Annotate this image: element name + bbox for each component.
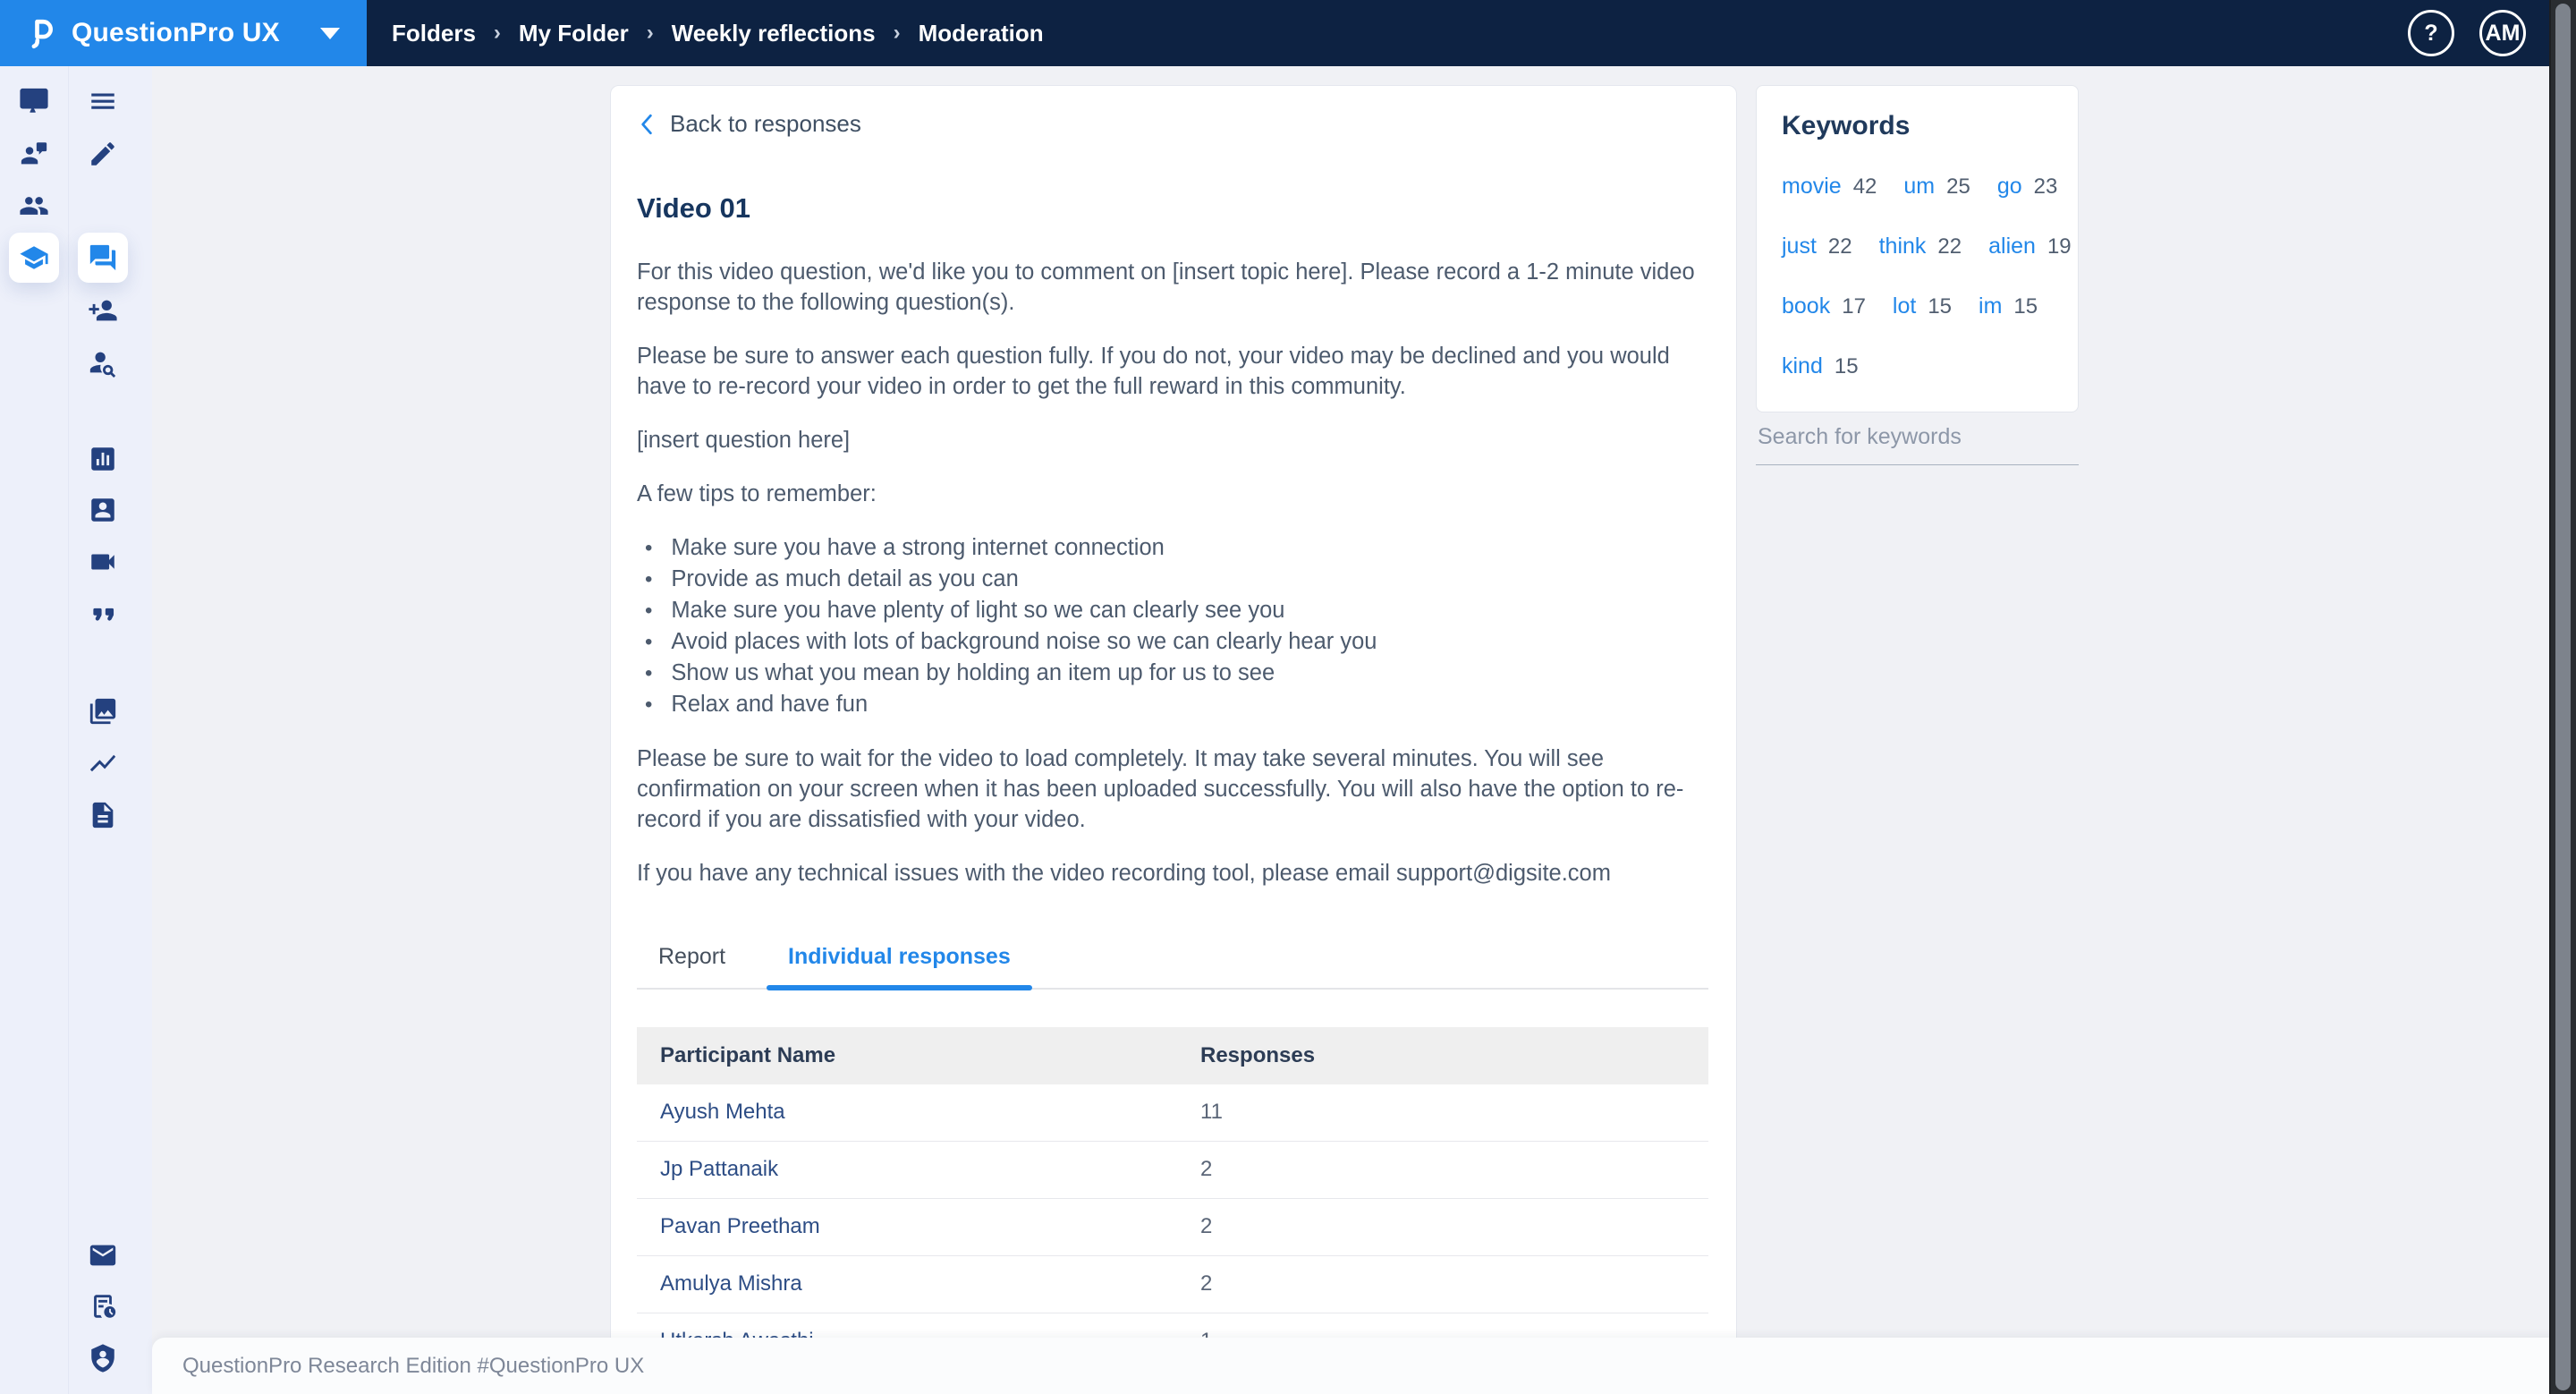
pencil-icon xyxy=(88,139,118,169)
sidebar-item-edit[interactable] xyxy=(78,129,128,179)
response-count: 11 xyxy=(1200,1100,1223,1124)
person-chat-icon xyxy=(19,139,49,169)
help-button[interactable] xyxy=(2408,10,2454,56)
mail-icon xyxy=(88,1240,118,1271)
table-row[interactable] xyxy=(637,1084,1708,1142)
person-add-icon xyxy=(88,295,118,326)
sidebar-item-videos[interactable] xyxy=(78,537,128,587)
bar-chart-icon xyxy=(88,444,118,474)
tip-item: • Relax and have fun xyxy=(637,689,1708,720)
sidebar-item-community[interactable] xyxy=(9,129,59,179)
tip-item: • Make sure you have plenty of light so we can clearly see you xyxy=(637,595,1708,626)
paragraph: For this video question, we'd like you to comment on [insert topic here]. Please record a 1-2 minute video response to the following question(s). xyxy=(637,259,1695,315)
sidebar-item-participants[interactable] xyxy=(9,181,59,231)
app-title: QuestionPro UX xyxy=(72,18,280,47)
task-clock-icon xyxy=(88,1291,118,1322)
hamburger-menu-icon xyxy=(88,86,118,116)
response-count: 2 xyxy=(1200,1271,1213,1296)
breadcrumb-folders[interactable]: Folders xyxy=(392,19,476,47)
participant-name[interactable]: Amulya Mishra xyxy=(660,1271,802,1296)
breadcrumb-separator: › xyxy=(493,21,501,45)
sidebar-item-discussions[interactable] xyxy=(78,233,128,283)
sidebar-item-find-participants[interactable] xyxy=(78,337,128,387)
tip-item: • Show us what you mean by holding an item up for us to see xyxy=(637,658,1708,689)
sidebar-item-reports[interactable] xyxy=(78,790,128,840)
back-to-responses-link[interactable] xyxy=(637,110,861,138)
sidebar-item-scheduled-tasks[interactable] xyxy=(78,1281,128,1331)
keyword-um[interactable]: um 25 xyxy=(1903,174,1970,199)
app-switcher[interactable] xyxy=(0,0,367,66)
tip-item: • Make sure you have a strong internet connection xyxy=(637,532,1708,564)
sidebar-item-menu[interactable] xyxy=(78,76,128,126)
keyword-just[interactable]: just 22 xyxy=(1782,234,1852,259)
tip-item: • Avoid places with lots of background noise so we can clearly hear you xyxy=(637,626,1708,658)
keyword-go[interactable]: go 23 xyxy=(1996,174,2058,199)
question-mark-icon: ? xyxy=(2424,20,2438,46)
paragraph: Please be sure to answer each question fully. If you do not, your video may be declined and you would have to re-record your video in order to get the full reward in this community. xyxy=(637,343,1670,399)
column-header-participant-name: Participant Name xyxy=(660,1042,836,1067)
footer-text: QuestionPro Research Edition #QuestionPro UX xyxy=(182,1353,645,1378)
questionpro-logo-icon xyxy=(25,15,57,51)
keywords-title: Keywords xyxy=(1782,111,1911,140)
people-icon xyxy=(19,191,49,221)
breadcrumb-separator: › xyxy=(893,21,901,45)
paragraph: [insert question here] xyxy=(637,427,851,453)
trend-line-icon xyxy=(88,748,118,778)
chevron-down-icon xyxy=(320,28,340,39)
quote-icon xyxy=(88,599,118,630)
paragraph: Please be sure to wait for the video to load completely. It may take several minutes. You will see confirmation on your screen when it has been uploaded successfully. You will also have the option to re-record if you are dissatisfied with your video. xyxy=(637,745,1684,832)
shield-person-icon xyxy=(88,1343,118,1373)
question-detail-card xyxy=(610,85,1737,1394)
tab-individual-responses[interactable]: Individual responses xyxy=(767,939,1032,988)
keyword-search-input[interactable] xyxy=(1756,417,2079,465)
keyword-alien[interactable]: alien 19 xyxy=(1988,234,2072,259)
table-row[interactable] xyxy=(637,1142,1708,1199)
breadcrumb-separator: › xyxy=(646,21,654,45)
image-gallery-icon xyxy=(88,696,118,727)
footer-bar xyxy=(152,1338,2576,1394)
breadcrumb-moderation[interactable]: Moderation xyxy=(918,19,1044,47)
scrollbar-thumb[interactable] xyxy=(2555,4,2571,1390)
keyword-think[interactable]: think 22 xyxy=(1878,234,1962,259)
keyword-search xyxy=(1756,417,2079,465)
sidebar-item-media-gallery[interactable] xyxy=(78,686,128,736)
sidebar-item-quotes[interactable] xyxy=(78,590,128,640)
question-description xyxy=(637,257,1708,888)
responses-table xyxy=(637,1027,1708,1371)
keyword-kind[interactable]: kind 15 xyxy=(1782,353,1859,378)
breadcrumb-my-folder[interactable]: My Folder xyxy=(518,19,629,47)
table-row[interactable] xyxy=(637,1256,1708,1313)
breadcrumb-weekly-reflections[interactable]: Weekly reflections xyxy=(671,19,876,47)
response-tabs xyxy=(637,939,1708,990)
sidebar-item-learning[interactable] xyxy=(9,233,59,283)
keywords-panel xyxy=(1756,85,2079,412)
chevron-left-icon xyxy=(637,113,657,136)
page-title: Video 01 xyxy=(637,191,750,224)
person-search-icon xyxy=(88,347,118,378)
avatar[interactable] xyxy=(2479,10,2526,56)
keyword-row xyxy=(1782,174,2058,200)
document-icon xyxy=(88,800,118,830)
participant-name[interactable]: Pavan Preetham xyxy=(660,1214,820,1238)
contact-card-icon xyxy=(88,495,118,525)
sidebar-item-analytics[interactable] xyxy=(78,434,128,484)
sidebar-item-profiles[interactable] xyxy=(78,485,128,535)
tip-item: • Provide as much detail as you can xyxy=(637,564,1708,595)
video-camera-icon xyxy=(88,547,118,577)
table-header-row xyxy=(637,1027,1708,1084)
left-sidebar xyxy=(0,66,152,1394)
page-scrollbar[interactable] xyxy=(2549,0,2576,1394)
back-link-label: Back to responses xyxy=(670,110,861,137)
sidebar-item-add-participant[interactable] xyxy=(78,285,128,336)
keyword-row xyxy=(1782,353,2053,379)
chat-icon xyxy=(88,242,118,273)
keyword-book[interactable]: book 17 xyxy=(1782,293,1866,319)
paragraph: A few tips to remember: xyxy=(637,480,877,506)
response-count: 2 xyxy=(1200,1157,1213,1181)
sidebar-item-trends[interactable] xyxy=(78,738,128,788)
keyword-lot[interactable]: lot 15 xyxy=(1892,293,1953,319)
participant-name[interactable]: Jp Pattanaik xyxy=(660,1157,779,1181)
tab-report[interactable]: Report xyxy=(658,943,726,969)
sidebar-item-admin[interactable] xyxy=(78,1333,128,1383)
tips-list xyxy=(637,532,1708,720)
sidebar-item-mail[interactable] xyxy=(78,1230,128,1280)
sidebar-divider xyxy=(68,66,69,1394)
breadcrumb xyxy=(367,0,1044,66)
avatar-initials: AM xyxy=(2485,20,2521,46)
keyword-row xyxy=(1782,234,2072,259)
paragraph: If you have any technical issues with the video recording tool, please email support@digsite.com xyxy=(637,860,1611,886)
keyword-im[interactable]: im 15 xyxy=(1979,293,2038,319)
table-row[interactable] xyxy=(637,1199,1708,1256)
participant-name[interactable]: Ayush Mehta xyxy=(660,1100,785,1124)
response-count: 2 xyxy=(1200,1214,1213,1238)
column-header-responses: Responses xyxy=(1200,1042,1316,1067)
keyword-row xyxy=(1782,293,2053,319)
sidebar-item-monitor[interactable] xyxy=(9,76,59,126)
monitor-icon xyxy=(19,86,49,116)
top-bar xyxy=(0,0,2576,66)
keyword-movie[interactable]: movie 42 xyxy=(1782,174,1877,199)
graduation-cap-icon xyxy=(19,242,49,273)
